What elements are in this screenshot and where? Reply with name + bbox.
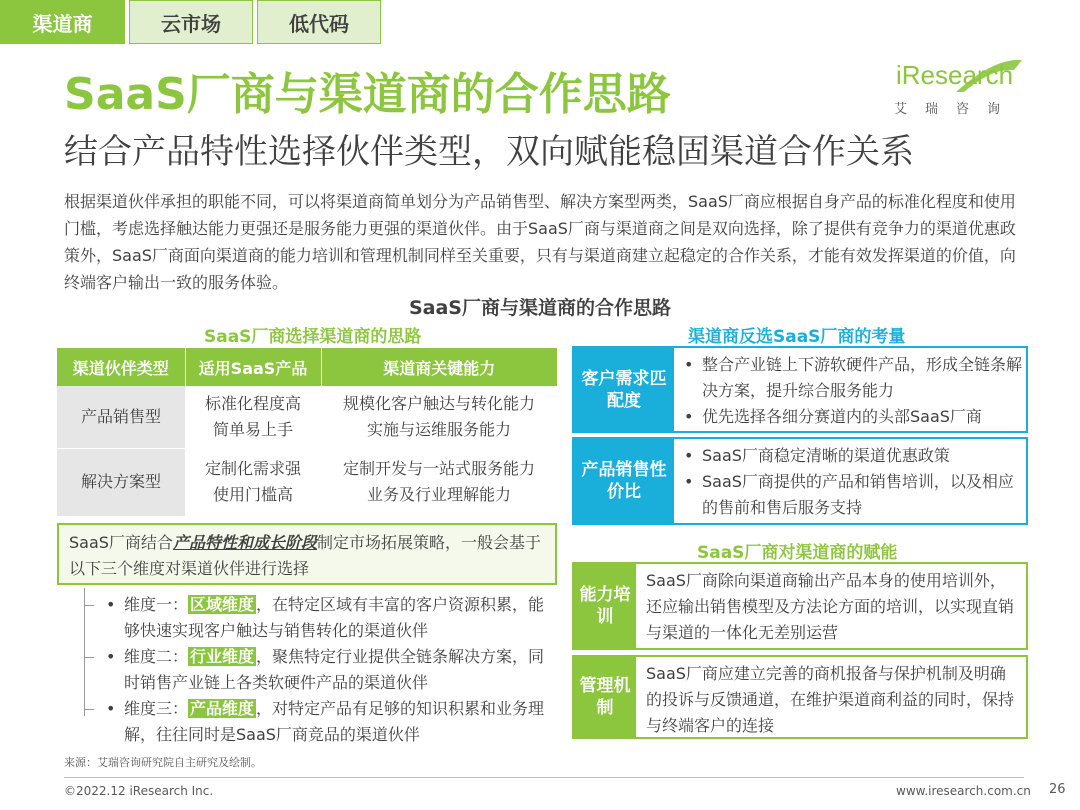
page-title: SaaS厂商与渠道商的合作思路 — [64, 69, 671, 120]
channel-type-table — [57, 348, 557, 516]
logo-word: iResearch — [896, 60, 1014, 90]
block-label: 客户需求匹配度 — [574, 348, 674, 431]
copyright: ©2022.12 iResearch Inc. — [64, 784, 214, 798]
block-label: 能力培训 — [574, 564, 636, 648]
list-item: • 维度一： 区域维度 ，在特定区域有丰富的客户资源积累，能够快速实现客户触达与销售转化的渠道伙伴 — [98, 592, 548, 644]
tab-channel[interactable]: 渠道商 — [0, 0, 125, 44]
source-note: 来源：艾瑞咨询研究院自主研究及绘制。 — [64, 756, 262, 769]
website-link[interactable]: www.iresearch.com.cn — [896, 784, 1031, 798]
bullet-icon: • — [684, 407, 694, 426]
strategy-box: SaaS厂商结合产品特性和成长阶段制定市场拓展策略，一般会基于以下三个维度对渠道伙伴进行选择 — [57, 523, 557, 585]
diagram-title: SaaS厂商与渠道商的合作思路 — [408, 297, 671, 319]
page-subtitle: 结合产品特性选择伙伴类型，双向赋能稳固渠道合作关系 — [64, 132, 914, 172]
top-tabs — [0, 0, 381, 44]
table-cell: 解决方案型 — [57, 448, 185, 516]
table-header: 渠道商关键能力 — [321, 348, 557, 386]
bracket-tick — [84, 709, 94, 710]
bracket-tick — [84, 657, 94, 658]
intro-paragraph: 根据渠道伙伴承担的职能不同，可以将渠道商简单划分为产品销售型、解决方案型两类，SaaS厂商应根据自身产品的标准化程度和使用门槛，考虑选择触达能力更强还是服务能力更强的渠道伙伴。由于SaaS厂商与渠道商之间是双向选择，除了提供有竞争力的渠道优惠政策外，SaaS厂商面向渠道商的能力培训和管理机制同样至关重要，只有与渠道商建立起稳定的合作关系，才能有效发挥渠道的价值，向终端客户输出一致的服务体验。 — [64, 192, 1016, 292]
list-item: • 整合产业链上下游软硬件产品，形成全链条解决方案，提升综合服务能力 — [680, 352, 1022, 404]
list-item: • SaaS厂商提供的产品和销售培训，以及相应的售前和售后服务支持 — [680, 469, 1022, 521]
block-text: SaaS厂商除向渠道商输出产品本身的使用培训外，还应输出销售模型及方法论方面的培训，以实现直销与渠道的一体化无差别运营 — [646, 571, 1015, 642]
list-item: • 维度二： 行业维度 ，聚焦特定行业提供全链条解决方案，同时销售产业链上各类软硬件产品的渠道伙伴 — [98, 644, 548, 696]
logo-cn: 艾瑞咨询 — [894, 102, 1019, 117]
table-row — [57, 448, 557, 516]
table-cell: 定制开发与一站式服务能力 业务及行业理解能力 — [342, 459, 535, 505]
table-header: 适用SaaS产品 — [185, 348, 321, 386]
block-label: 产品销售性价比 — [574, 439, 674, 523]
tab-cloud-market[interactable]: 云市场 — [129, 0, 253, 44]
table-row — [57, 386, 557, 448]
block-label: 管理机制 — [574, 657, 636, 737]
table-cell: 规模化客户触达与转化能力 实施与运维服务能力 — [321, 386, 557, 448]
consideration-block-cost — [572, 437, 1028, 525]
list-item: • SaaS厂商稳定清晰的渠道优惠政策 — [680, 443, 1022, 469]
list-item: • 优先选择各细分赛道内的头部SaaS厂商 — [680, 404, 1022, 430]
bullet-icon: • — [684, 472, 694, 491]
table-cell: 定制化需求强 使用门槛高 — [204, 459, 301, 505]
consideration-block-demand — [572, 346, 1028, 433]
dimension-bracket — [84, 588, 96, 716]
list-item: • 维度三： 产品维度 ，对特定产品有足够的知识积累和业务理解，往往同时是SaaS厂商竞品的渠道伙伴 — [98, 696, 548, 748]
page-number: 26 — [1049, 782, 1066, 797]
bracket-tick — [84, 605, 94, 606]
footer-divider — [64, 777, 1024, 778]
bullet-icon: • — [106, 647, 116, 666]
left-section-title: SaaS厂商选择渠道商的思路 — [204, 327, 422, 347]
table-cell: 产品销售型 — [57, 386, 185, 448]
enablement-block-management — [572, 655, 1028, 739]
bullet-icon: • — [684, 446, 694, 465]
tab-low-code[interactable]: 低代码 — [257, 0, 381, 44]
enablement-block-training — [572, 562, 1028, 650]
bullet-icon: • — [106, 595, 116, 614]
dimension-list — [98, 592, 548, 748]
right-top-title: 渠道商反选SaaS厂商的考量 — [688, 327, 906, 347]
table-header: 渠道伙伴类型 — [57, 348, 185, 386]
block-text: SaaS厂商应建立完善的商机报备与保护机制及明确的投诉与反馈通道，在维护渠道商利益的同时，保持与终端客户的连接 — [646, 664, 1015, 735]
bullet-icon: • — [106, 699, 116, 718]
iresearch-logo — [894, 58, 1024, 122]
bullet-icon: • — [684, 355, 694, 374]
right-bottom-title: SaaS厂商对渠道商的赋能 — [697, 543, 898, 563]
table-cell: 标准化程度高 简单易上手 — [185, 386, 321, 448]
